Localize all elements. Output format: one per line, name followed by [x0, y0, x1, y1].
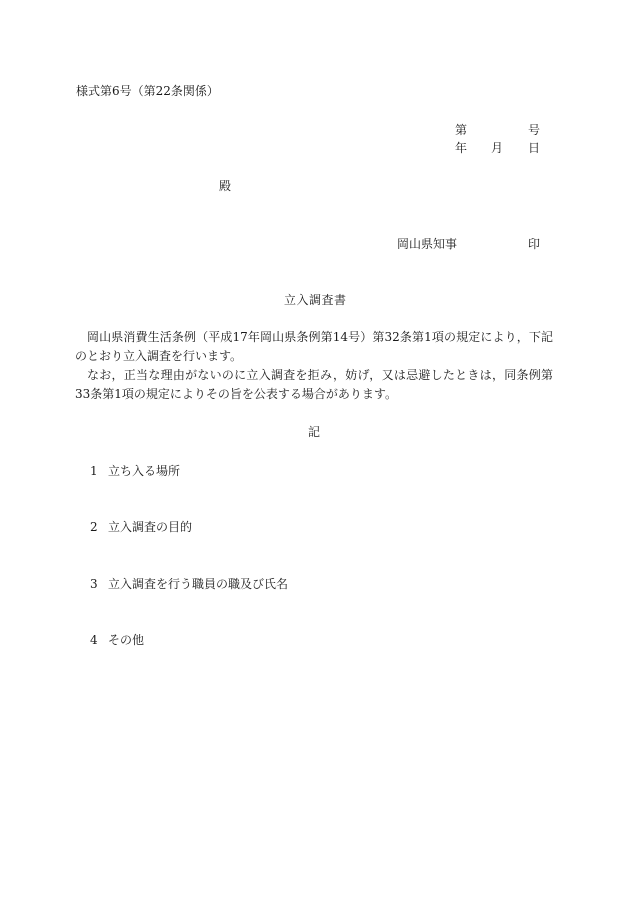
date-month: 月 — [491, 141, 504, 155]
date-year: 年 — [455, 141, 468, 155]
item-number: 1 — [90, 464, 98, 478]
item-number: 2 — [90, 520, 98, 534]
form-label: 様式第6号（第22条関係） — [76, 84, 219, 98]
document-title: 立入調査書 — [284, 293, 347, 307]
addressee-suffix: 殿 — [219, 179, 232, 193]
date-day: 日 — [528, 141, 541, 155]
paragraph-2: なお，正当な理由がないのに立入調査を拒み，妨げ，又は忌避したときは，同条例第33条第1項の規定によりその旨を公表する場合があります。 — [75, 368, 553, 401]
item-number: 3 — [90, 577, 98, 591]
item-number: 4 — [90, 633, 98, 647]
number-prefix: 第 — [455, 123, 468, 137]
item-label: 立入調査の目的 — [108, 520, 193, 534]
issuer-seal: 印 — [528, 237, 541, 251]
item-label: その他 — [108, 633, 145, 647]
ki-heading: 記 — [308, 425, 321, 439]
issuer-name: 岡山県知事 — [397, 237, 458, 251]
number-suffix: 号 — [528, 123, 541, 137]
item-label: 立入調査を行う職員の職及び氏名 — [108, 577, 289, 591]
paragraph-1: 岡山県消費生活条例（平成17年岡山県条例第14号）第32条第1項の規定により，下記のとおり立入調査を行います。 — [75, 330, 553, 363]
item-label: 立ち入る場所 — [108, 464, 181, 478]
